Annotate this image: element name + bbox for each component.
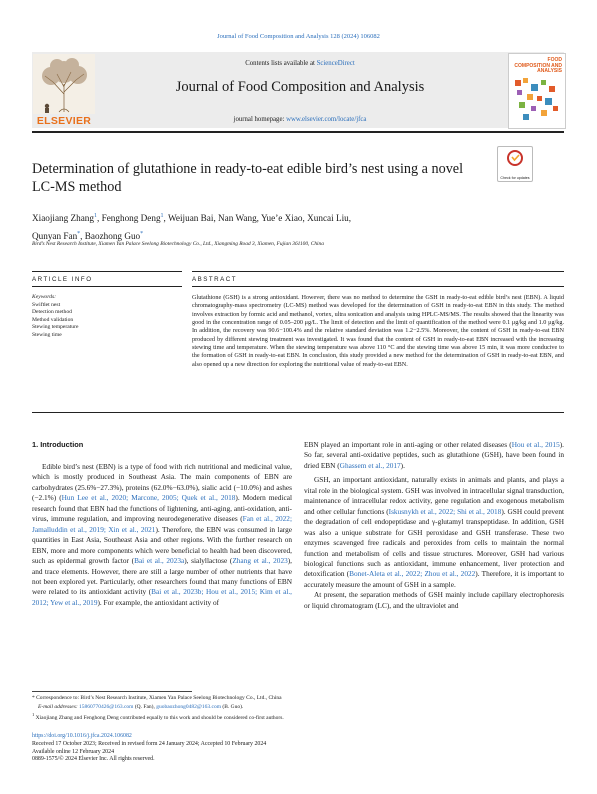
text-run: ). So far, several anti-oxidative peptides, such as glutathione (GSH), have been found in dried EBN ( bbox=[304, 440, 564, 470]
elsevier-tree-logo bbox=[33, 54, 95, 114]
citation-link[interactable]: Ghassem et al., 2017 bbox=[339, 460, 401, 470]
journal-citation[interactable]: Journal of Food Composition and Analysis 128 (2024) 106082 bbox=[217, 33, 380, 40]
text-run: GSH, an important antioxidant, naturally exists in animals and plants, and plays a vital role in the biological system. GSH was involved in intracellular signal transduction, maintenance of intracellular redox activity, gene regulation and exogenous metabolism and other cellular functions ( bbox=[304, 475, 564, 516]
journal-title: Journal of Food Composition and Analysis bbox=[175, 79, 425, 95]
text-run: ). Therefore, it is important to accurately measure the amount of GSH in a sample. bbox=[304, 569, 565, 589]
article-title: Determination of glutathione in ready-to-eat edible bird’s nest using a novel LC-MS method bbox=[32, 161, 464, 195]
email-owner: (B. Guo). bbox=[222, 703, 244, 710]
author[interactable]: Baozhong Guo bbox=[84, 231, 141, 242]
footnotes bbox=[32, 694, 564, 723]
email-link[interactable]: guobaozhong0482@163.com bbox=[156, 703, 222, 710]
homepage-prefix: journal homepage: bbox=[233, 116, 285, 123]
body-left-column bbox=[32, 462, 292, 608]
author[interactable]: Fenghong Deng bbox=[101, 213, 161, 224]
email-link[interactable]: 15860770426@163.com bbox=[79, 703, 134, 710]
author[interactable]: Nan Wang bbox=[218, 213, 257, 224]
check-updates-icon bbox=[498, 147, 532, 171]
paragraph bbox=[304, 440, 564, 471]
keywords-label: Keywords: bbox=[32, 294, 57, 300]
cover-graphic bbox=[509, 54, 565, 128]
paragraph: At present, the separation methods of GSH mainly include capillary electrophoresis or liquid chromatogram (LC), and the ultraviolet and bbox=[304, 590, 564, 610]
paragraph bbox=[304, 475, 564, 590]
footnote-text: Xiaojiang Zhang and Fenghong Deng contributed equally to this work and should be considered co-first authors. bbox=[35, 715, 284, 722]
contents-line bbox=[95, 60, 505, 67]
author-footnote-mark[interactable]: 1 bbox=[160, 213, 164, 219]
cover-title: FOOD COMPOSITION AND ANALYSIS bbox=[514, 57, 562, 74]
email-owner: (Q. Fan), bbox=[134, 703, 155, 710]
affiliation: Bird’s Nest Research Institute, Xiamen Yan Palace Seelong Biotechnology Co., Ltd., Xiangming Road 3, Xiamen, Fujian 361100, China bbox=[32, 241, 324, 247]
received-dates: Received 17 October 2023; Received in revised form 24 January 2024; Accepted 10 February 2024 bbox=[32, 740, 267, 747]
abstract-bottom-rule bbox=[192, 286, 564, 287]
citation-link[interactable]: Bonet-Aleta et al., 2022; Zhou et al., 2022 bbox=[349, 569, 476, 579]
keywords-block bbox=[32, 294, 162, 339]
text-run: Edible bird’s nest (EBN) is a type of food with rich nutritional and medicinal value, which is mostly produced in Southeast Asia. The main components of EBN are carbohydrates (25.6%−27.3%), proteins (62.0%−63.0%), sialic acid (−10.0%) and ashes (−2.1%) ( bbox=[32, 462, 292, 503]
publication-info bbox=[32, 733, 564, 764]
author-list: Xiaojiang Zhang$^1$, Fenghong Deng$^1$, Weijuan Bai, Nan Wang, Yue’e Xiao, Xuncai Liu, Qunyan Fan*, Baozhong Guo* bbox=[32, 213, 352, 242]
online-date: Available online 12 February 2024 bbox=[32, 748, 115, 755]
text-run: ), sialyllactose ( bbox=[184, 556, 233, 566]
keyword: Swiftlet nest bbox=[32, 301, 61, 308]
journal-cover-image bbox=[508, 53, 566, 129]
citation-link[interactable]: Hou et al., 2015 bbox=[511, 440, 560, 449]
homepage-line bbox=[95, 116, 505, 123]
doi-link[interactable]: https://doi.org/10.1016/j.jfca.2024.106082 bbox=[32, 733, 132, 739]
contents-prefix: Contents lists available at bbox=[245, 60, 315, 67]
paragraph bbox=[32, 462, 292, 608]
text-run: ). GSH could prevent the degradation of cell endopeptidase and γ-glutamyl transpeptidase. In addition, GSH was also a unique substrate for GSH peroxidase and GSH transferase. These two enzymes scavenged free radicals and peroxides from cells to maintain the normal function and metabolism of cells and tissue structures. Moreover, GSH had various biological functions such as antioxidant, immune enhancement, liver protection and detoxification ( bbox=[304, 506, 564, 579]
co-first-author-note bbox=[32, 711, 564, 722]
text-run: ). Therefore, the EBN was consumed in large quantities in East Asia, Southeast Asia and other regions. With the further research on EBN, more and more components which were beneficial to health had been discovered, such as epidermal growth factor ( bbox=[32, 524, 292, 566]
email-line bbox=[32, 703, 564, 712]
check-updates-label: Check for updates bbox=[500, 176, 530, 180]
author[interactable]: Yue’e Xiao bbox=[260, 213, 303, 224]
citation-link[interactable]: Bai et al., 2023a bbox=[134, 556, 185, 566]
abstract-heading: ABSTRACT bbox=[192, 276, 238, 283]
corresponding-mark[interactable]: * bbox=[77, 231, 81, 238]
abstract-end-rule bbox=[32, 412, 564, 413]
check-for-updates-button[interactable] bbox=[497, 146, 533, 182]
corresponding-mark[interactable]: * bbox=[140, 231, 144, 238]
publisher-name: ELSEVIER bbox=[36, 115, 92, 127]
citation-link[interactable]: Bai et al., 2023b; Hou et al., 2015; Kim et al., 2012; Yew et al., 2019 bbox=[32, 587, 292, 607]
author-footnote-mark[interactable]: 1 bbox=[94, 213, 97, 219]
text-run: ). Modern medical research found that EBN had the functions of lightening, anti-aging, anti-oxidation, anti-virus, immune regulation, and improving neurodegenerative diseases ( bbox=[32, 493, 292, 524]
citation-link[interactable]: Iskusnykh et al., 2022; Shi et al., 2018 bbox=[388, 506, 502, 516]
header-divider bbox=[32, 131, 564, 133]
author[interactable]: Xuncai Liu bbox=[307, 213, 349, 224]
copyright: 0889-1575/© 2024 Elsevier Inc. All rights reserved. bbox=[32, 756, 155, 763]
keyword: Stewing temperature bbox=[32, 324, 79, 330]
author[interactable]: Weijuan Bai bbox=[167, 213, 214, 224]
citation-link[interactable]: Hun Lee et al., 2020; Marcone, 2005; Quek et al., 2018 bbox=[61, 493, 236, 503]
keyword: Stewing time bbox=[32, 331, 62, 338]
text-run: ), and trace elements. However, there are still a large number of other nutrients that have not been explored yet. Particularly, other researchers found that many functions of EBN were related to its antioxidant activity ( bbox=[32, 556, 293, 597]
author[interactable]: Xiaojiang Zhang bbox=[32, 213, 94, 224]
article-info-top-rule bbox=[32, 271, 182, 272]
keyword: Method validation bbox=[32, 316, 74, 323]
text-run: EBN played an important role in anti-aging or other related diseases ( bbox=[304, 440, 512, 449]
keyword: Detection method bbox=[32, 309, 72, 315]
email-label: E-mail addresses: bbox=[38, 703, 78, 710]
footnote-rule bbox=[32, 691, 192, 692]
abstract-text: Glutathione (GSH) is a strong antioxidant. However, there was no method to determine the GSH in ready-to-eat edible bird’s nest (EBN). A liquid chromatography-mass spectrometry (LC-MS) method was developed for the determination of GSH in ready-to-eat EBN in this study. The method involves extraction by formic acid and methanol, vortex, ultra sonication and analysis using HPLC-MS/MS. The results showed that the linearity was good in the concentration range of 0.05–200 μg/L. The limit of detection and the limit of quantification of the method were 0.1 μg/kg and 1.0 μg/kg. In addition, the recovery was 90.6−100.4% and the relative standard deviation was 1.2−2.5%. Moreover, the content of GSH in ready-to-eat EBN produced by different stewing treatment was investigated. It was found that the content of GSH in ready-to-eat EBN increased with the increasing stewing time and temperature. When the stewing temperature was above 110 °C and the stewing time was above 15 min, it was more conducive to the formation of GSH in ready-to-eat EBN. In conclusion, this study provided a new method for the determination of GSH in ready-to-eat EBN, and also opened up a new direction for exploring the nutritional value of ready-to-eat EBN. bbox=[192, 294, 564, 368]
section-heading-introduction: 1. Introduction bbox=[32, 440, 84, 449]
body-right-column bbox=[304, 440, 564, 611]
author[interactable]: Qunyan Fan bbox=[32, 231, 78, 242]
sciencedirect-link[interactable]: ScienceDirect bbox=[316, 60, 355, 67]
correspondence-note: * Correspondence to: Bird’s Nest Research Institute, Xiamen Yan Palace Seelong Biotechnology Co., Ltd., China bbox=[32, 695, 282, 701]
text-run: ). bbox=[400, 460, 405, 470]
homepage-link[interactable]: www.elsevier.com/locate/jfca bbox=[286, 116, 367, 123]
text-run: ). For example, the antioxidant activity of bbox=[97, 597, 220, 607]
footnote-mark: 1 bbox=[32, 712, 35, 718]
citation-link[interactable]: Fan et al., 2022; Jamalluddin et al., 2019; Xin et al., 2021 bbox=[32, 514, 292, 534]
article-info-bottom-rule bbox=[32, 286, 182, 287]
abstract-top-rule bbox=[192, 271, 564, 272]
citation-link[interactable]: Zhang et al., 2023 bbox=[232, 556, 288, 566]
article-info-heading: ARTICLE INFO bbox=[32, 276, 93, 283]
